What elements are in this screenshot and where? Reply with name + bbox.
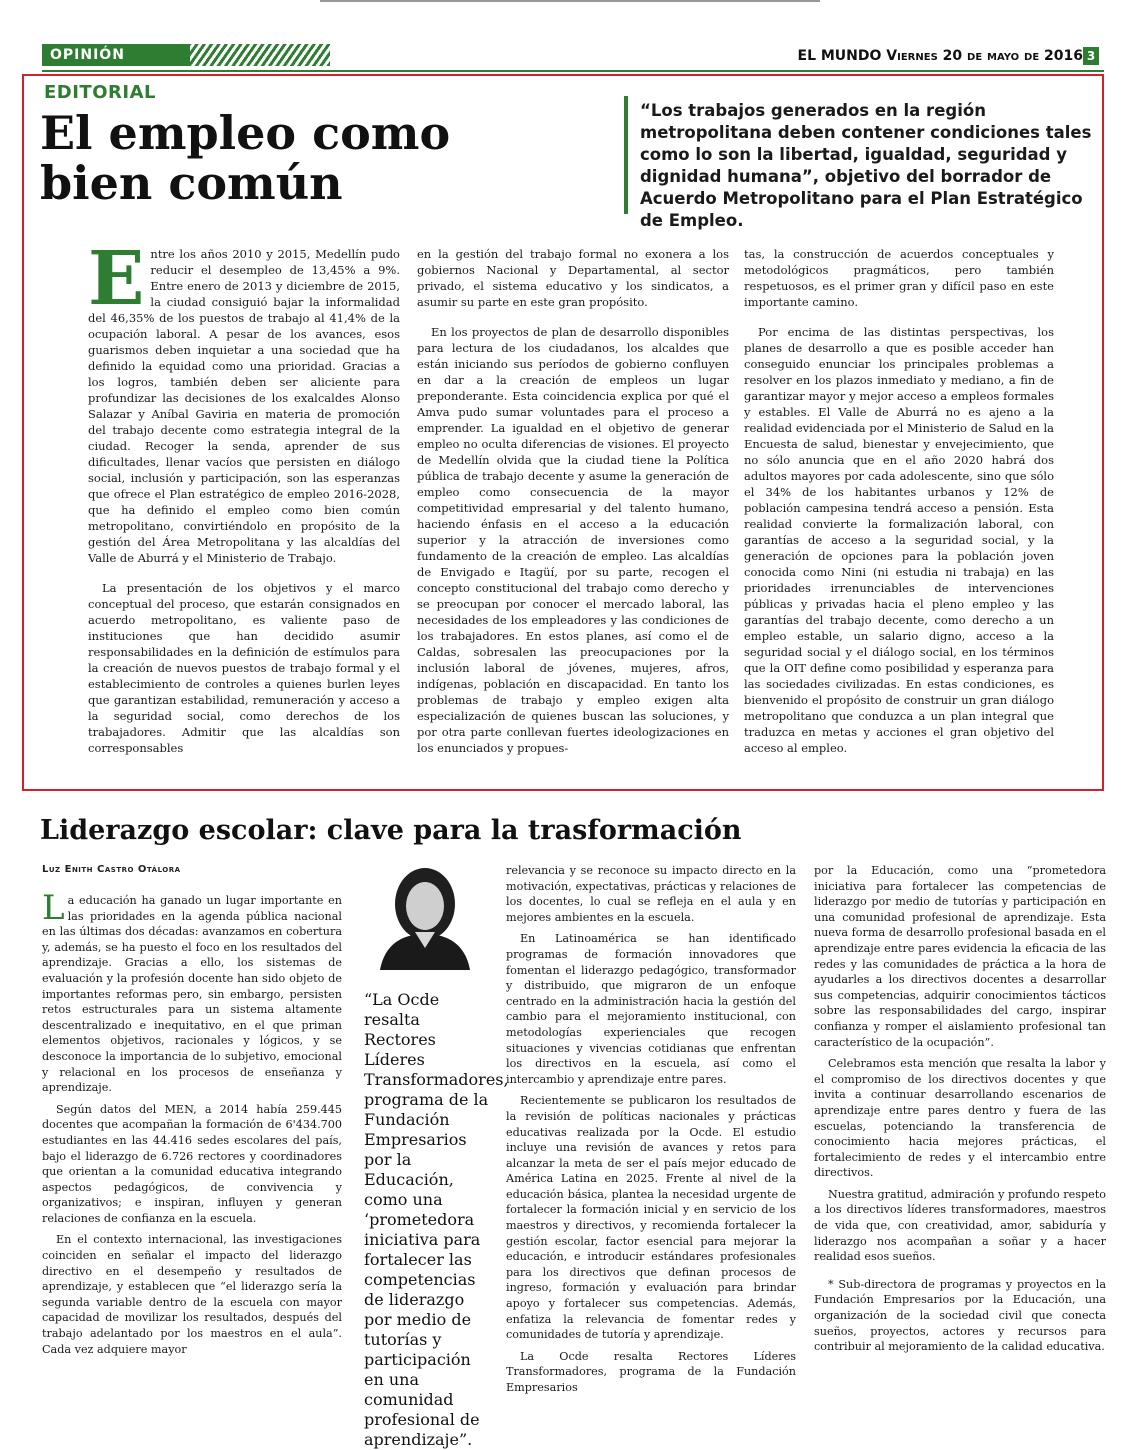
dropcap: L [42, 888, 65, 928]
article-side-quote: “La Ocde resalta Rectores Líderes Transformadores, programa de la Fundación Empresarios por la Educación, como una ‘prometedora iniciativa para fortalecer las competencias de liderazgo por medio de tutorías y participación en una comunidad profesional de aprendizaje”. [364, 990, 509, 1449]
article-paragraph: Según datos del MEN, a 2014 había 259.445 docentes que acompañan la formación de 6'434.700 estudiantes en las 44.416 sedes escolares del país, bajo el liderazgo de 6.726 rectores y coordinadores que orientan a la comunidad educativa integrando aspectos pedagógicos, de convivencia y organizativos; e inspiran, influyen y generan relaciones de confianza en la escuela. [42, 1102, 342, 1225]
article-paragraph: Recientemente se publicaron los resultados de la revisión de políticas nacionales y prácticas educativas realizada por la Ocde. El estudio incluye una revisión de avances y retos para alcanzar la meta de ser el país mejor educado de América Latina en 2025. Frente al nivel de la educación básica, plantea la necesidad urgente de fortalecer la formación inicial y en servicio de los maestros y directivos, y recomienda fortalecer la gestión escolar, factor esencial para mejorar la educación, e introducir estándares profesionales para los directivos que definan procesos de ingreso, formación y evaluación para brindar apoyo y fortalecer sus competencias. Además, enfatiza la relevancia de fomentar redes y comunidades de tutoría y aprendizaje. [506, 1094, 796, 1342]
editorial-paragraph: en la gestión del trabajo formal no exonera a los gobiernos Nacional y Departamental, al sector privado, el sistema educativo y los sindicatos, a asumir su parte en este gran propósito. [417, 247, 729, 309]
issue-date: Viernes 20 de mayo de 2016 [886, 48, 1083, 64]
article-paragraph: La Ocde resalta Rectores Líderes Transformadores, programa de la Fundación Empresarios [506, 1349, 796, 1394]
editorial-paragraph: En los proyectos de plan de desarrollo disponibles para lectura de los ciudadanos, los alcaldes que están iniciando sus períodos de gobierno confluyen en dar a la creación de empleos un lugar preponderante. Esta coincidencia explica por qué el Amva pudo sumar voluntades para el proceso a emprender. La igualdad en el objetivo de generar empleo no oculta diferencias de visiones. El proyecto de Medellín olvida que la ciudad tiene la Política pública de trabajo decente y asume la generación de empleo como consecuencia de la mayor competitividad empresarial y del talento humano, haciendo énfasis en el acceso a la educación superior y la atracción de inversiones como fundamento de la creación de empleo. Las alcaldías de Envigado e Itagüí, por su parte, recogen el concepto constitucional del trabajo como derecho y se preocupan por conocer el mercado laboral, las necesidades de los empleadores y las condiciones de los trabajadores. En estos planes, así como el de Caldas, sobresalen las preocupaciones por la inclusión laboral de jóvenes, mujeres, afros, indígenas, población en discapacidad. En tanto los problemas de trabajo y empleo exigen alta especialización de quienes buscan las soluciones, y por otra parte conllevan fuertes ideologizaciones en los enunciados y propues- [417, 325, 729, 755]
article-paragraph: Celebramos esta mención que resalta la labor y el compromiso de los directivos docentes y que invita a continuar desarrollando escenarios de aprendizaje entre pares dentro y fuera de las escuelas, potenciando la transferencia de conocimiento hacia mejores prácticas, el fortalecimiento de redes y el intercambio entre directivos. [814, 1057, 1106, 1180]
editorial-column-3 [744, 246, 1054, 770]
editorial-paragraph: Por encima de las distintas perspectivas, los planes de desarrollo a que es posible acceder han conseguido enunciar los principales problemas a resolver en los plazos inmediato y mediano, a fin de garantizar mayor y mejor acceso a empleos formales y estables. El Valle de Aburrá no es ajeno a la realidad evidenciada por el Ministerio de Salud en la Encuesta de salud, bienestar y envejecimiento, que no sólo anuncia que en el año 2020 habrá dos adultos mayores por cada adolescente, sino que sólo el 34% de los habitantes urbanos y 12% de población campesina tendrá acceso a pensión. Esta realidad convierte la formalización laboral, con garantías de acceso a la seguridad social, y la generación de opciones para la población joven conocida como Nini (ni estudia ni trabaja) en las prioridades irrenunciables de intervenciones públicas y privadas hacia el pleno empleo y las garantías del trabajo decente, como derecho a un empleo estable, un salario digno, acceso a la seguridad social y el diálogo social, en los términos que la OIT define como posibilidad y esperanza para las sociedades civilizadas. En estas condiciones, es bienvenido el propósito de construir un gran diálogo metropolitano que conduzca a un plan integral que traduzca en metas y acciones el gran objetivo del acceso al empleo. [744, 325, 1054, 755]
dropcap: E [88, 236, 145, 322]
editorial-pull-quote: “Los trabajos generados en la región metropolitana deben contener condiciones tales como lo son la libertad, igualdad, seguridad y dignidad humana”, objetivo del borrador de Acuerdo Metropolitano para el Plan Estratégico de Empleo. [640, 101, 1092, 230]
article-column-3 [814, 863, 1106, 1361]
editorial-paragraph: tas, la construcción de acuerdos conceptuales y metodológicos pragmáticos, pero también respetuosos, es el primer gran y difícil paso en este importante camino. [744, 247, 1054, 309]
author-portrait [360, 862, 490, 970]
section-hatch-decoration [190, 44, 330, 66]
editorial-paragraph: Entre los años 2010 y 2015, Medellín pudo reducir el desempleo de 13,45% a 9%. Entre enero de 2013 y diciembre de 2015, la ciudad consiguió bajar la informalidad del 46,35% de los puestos de trabajo al 41,4% de la ocupación laboral. A pesar de los avances, esos guarismos deben inquietar a una sociedad que ha definido la equidad como una prioridad. Gracias a los logros, también deben ser aliciente para profundizar las decisiones de los exalcaldes Alonso Salazar y Aníbal Gaviria en materia de promoción del trabajo decente como estrategia integral de la ciudad. Recoger la senda, aprender de sus dificultades, llenar vacíos que persisten en diálogo social, inclusión y participación, son las esperanzas que ofrece el Plan estratégico de empleo 2016-2028, que ha definido el empleo como bien común metropolitano, convirtiéndolo en propósito de la gestión del Área Metropolitana y las alcaldías del Valle de Aburrá y el Ministerio de Trabajo. [88, 236, 400, 565]
article-headline: Liderazgo escolar: clave para la trasformación [40, 815, 742, 846]
pull-quote-bar [624, 96, 628, 214]
article-paragraph: relevancia y se reconoce su impacto directo en la motivación, expectativas, prácticas y relaciones de los docentes, lo cual se refleja en el aula y en mejores ambientes en la escuela. [506, 864, 796, 924]
article-paragraph: por la Educación, como una “prometedora iniciativa para fortalecer las competencias de liderazgo por medio de tutorías y participación en una comunidad profesional de aprendizaje. Esta nueva forma de desarrollo profesional basada en el aprendizaje entre pares evidencia la eficacia de las redes y las comunidades de práctica a la hora de ayudarles a los directivos docentes a desarrollar sus competencias, adquirir conocimientos tácticos sobre las responsabilidades del cargo, inspirar confianza y romper el aislamiento profesional tan característico de la ocupación”. [814, 864, 1106, 1049]
article-paragraph: Nuestra gratitud, admiración y profundo respeto a los directivos líderes transformadores, maestros de vida que, con creatividad, amor, sabiduría y liderazgo nos acompañan a soñar y a hacer realidad esos sueños. [814, 1187, 1106, 1264]
editorial-kicker: EDITORIAL [44, 82, 156, 103]
author-portrait-image [360, 862, 490, 970]
top-edge-line [320, 0, 820, 2]
author-footnote: * Sub-directora de programas y proyectos en la Fundación Empresarios por la Educación, una organización de la sociedad civil que conecta sueños, proyectos, actores y recursos para contribuir al mejoramiento de la calidad educativa. [814, 1277, 1106, 1354]
article-paragraph: En Latinoamérica se han identificado programas de formación innovadores que fomentan el liderazgo pedagógico, transformador y distribuido, que migraron de un enfoque centrado en la administración hacia la gestión del cambio para el mejoramiento institucional, con metodologías experienciales que recogen situaciones y vivencias cotidianas que enfrentan los directivos en la escuela, así como el intercambio y aprendizaje entre pares. [506, 932, 796, 1086]
article-paragraph: En el contexto internacional, las investigaciones coinciden en señalar el impacto del liderazgo directivo en el desempeño y resultados de aprendizaje, y establecen que “el liderazgo sería la segunda variable dentro de la escuela con mayor capacidad de movilizar los resultados, después del trabajo adelantado por los maestros en el aula”. Cada vez adquiere mayor [42, 1233, 342, 1356]
article-paragraph: La educación ha ganado un lugar importante en las prioridades en la agenda pública nacional en las últimas dos décadas: avanzamos en cobertura y, además, se ha puesto el foco en los resultados del aprendizaje. Gracias a ello, los sistemas de evaluación y la profesión docente han sido objeto de importantes reformas pero, sin embargo, persisten retos estructurales para un sistema altamente descentralizado e inequitativo, en el que priman elementos objetivos, racionales y lógicos, y se desconoce la importancia de lo subjetivo, emocional y relacional en los procesos de enseñanza y aprendizaje. [42, 888, 342, 1095]
page-number-badge: 3 [1083, 47, 1099, 65]
article-column-1 [42, 888, 342, 1363]
author-byline: Luz Enith Castro Otálora [42, 864, 181, 875]
editorial-headline: El empleo como bien común [40, 106, 451, 210]
masthead-date-line [798, 48, 1083, 64]
article-column-2 [506, 863, 796, 1402]
editorial-column-2 [417, 246, 729, 770]
section-label: OPINIÓN [42, 44, 248, 66]
editorial-column-1 [88, 236, 400, 770]
editorial-paragraph: La presentación de los objetivos y el marco conceptual del proceso, que estarán consignados en acuerdo metropolitano, es valiente paso de instituciones que han decidido asumir responsabilidades en la definición de estímulos para la creación de nuevos puestos de trabajo formal y el establecimiento de controles a quienes burlen leyes que garantizan estabilidad, remuneración y acceso a la seguridad social, como derechos de los trabajadores. Admitir que las alcaldías son corresponsables [88, 581, 400, 755]
paper-name: EL MUNDO [797, 48, 882, 64]
header-rule [42, 70, 1104, 72]
